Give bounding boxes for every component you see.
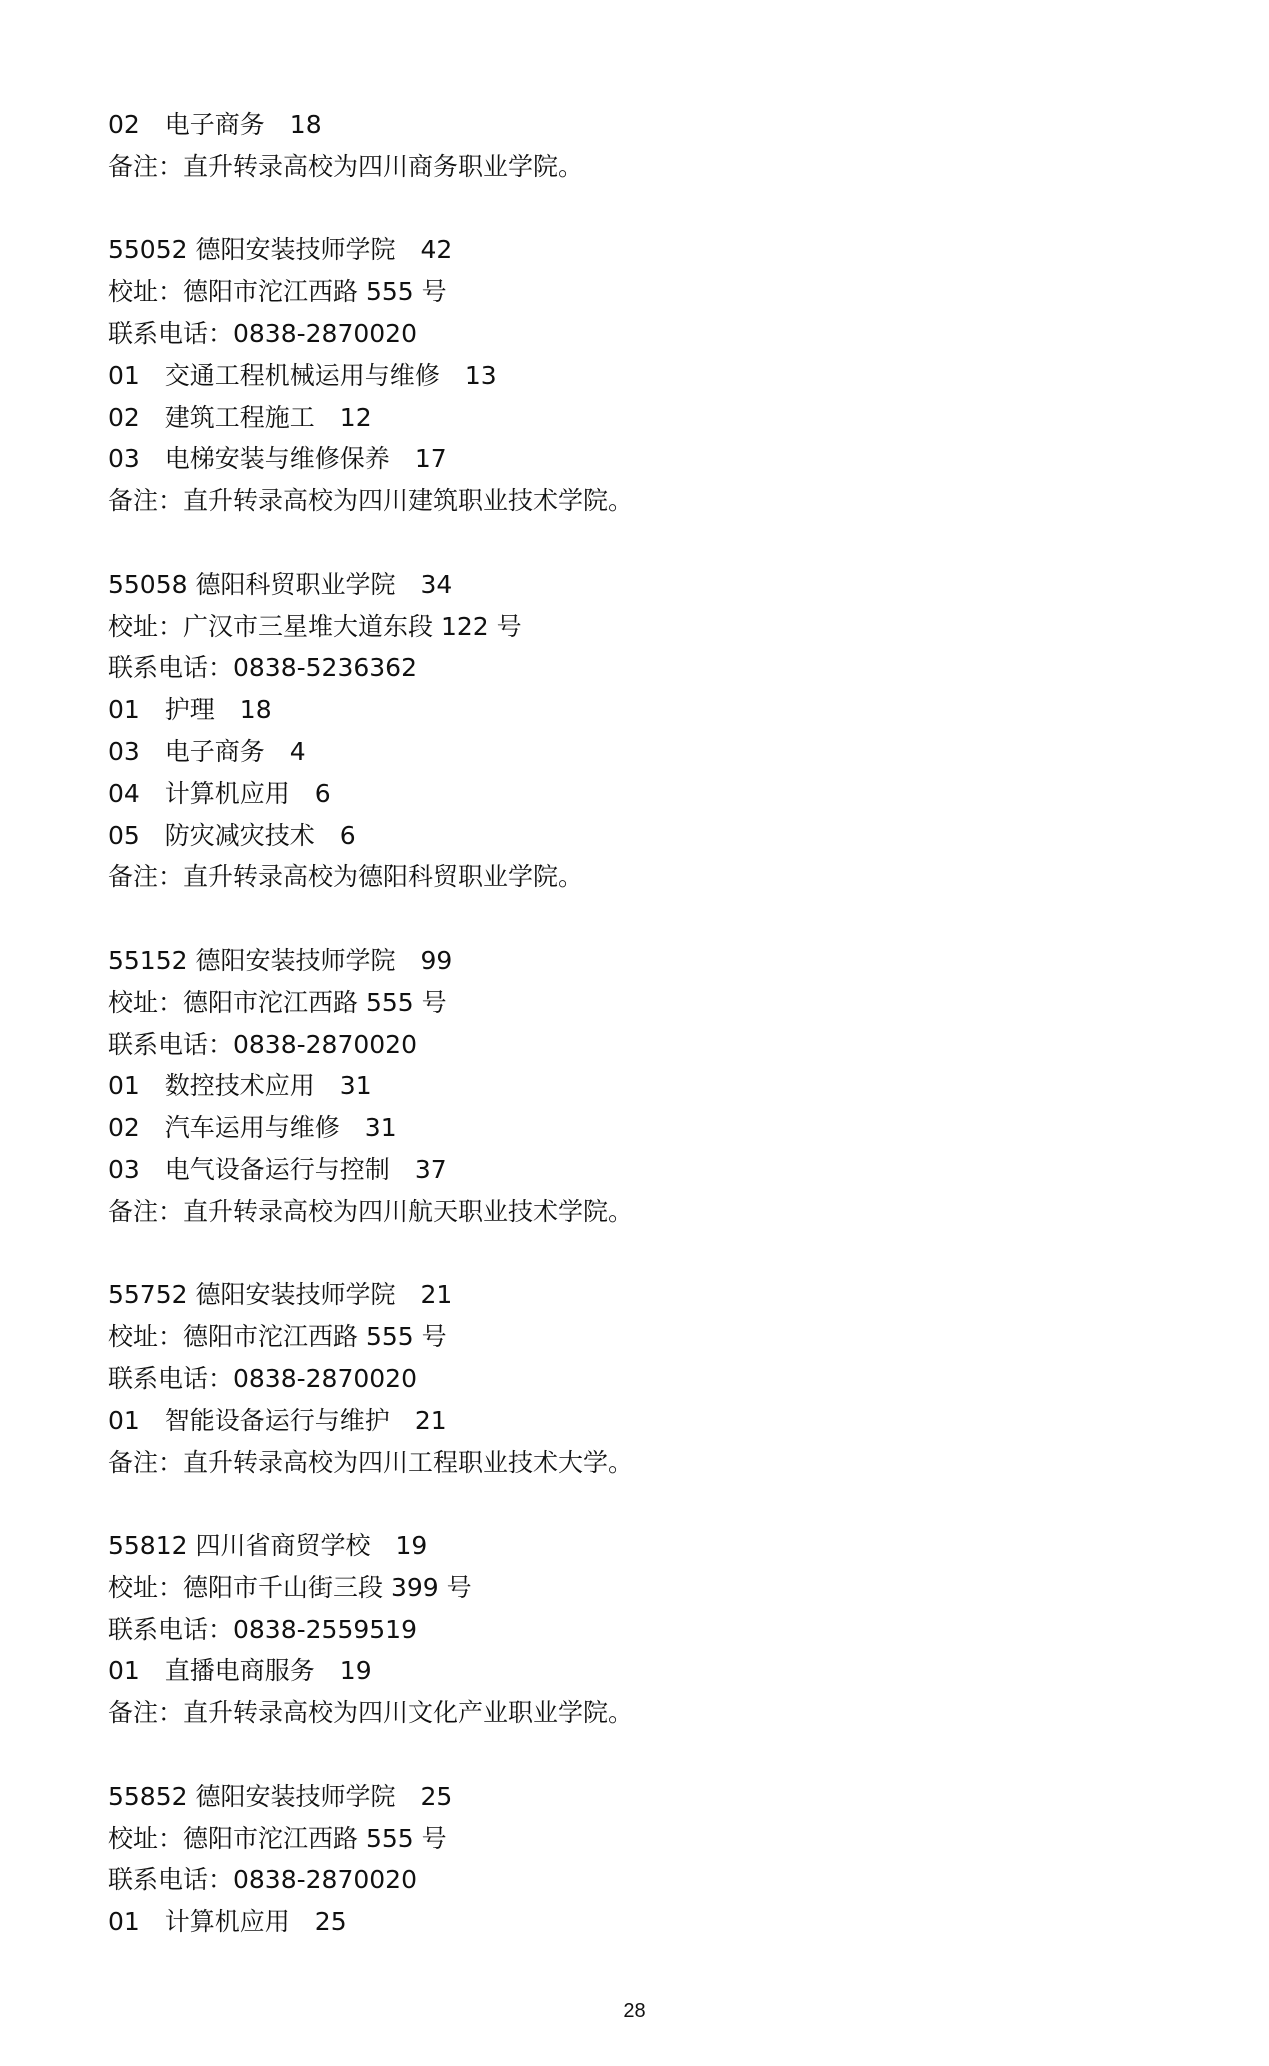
text-line: 02 电子商务 18 bbox=[108, 110, 322, 139]
document-body bbox=[108, 104, 1188, 1943]
text-line: 联系电话：0838-2870020 bbox=[108, 1029, 417, 1059]
text-line: 01 交通工程机械运用与维修 13 bbox=[108, 360, 497, 390]
text-line: 备注：直升转录高校为四川工程职业技术大学。 bbox=[108, 1447, 634, 1477]
blank-line bbox=[108, 1483, 1188, 1525]
text-line: 备注：直升转录高校为四川航天职业技术学院。 bbox=[108, 1196, 634, 1226]
text-line: 55812 四川省商贸学校 19 bbox=[108, 1531, 428, 1561]
text-line: 02 汽车运用与维修 31 bbox=[108, 1113, 397, 1143]
text-line: 04 计算机应用 6 bbox=[108, 778, 331, 808]
blank-line bbox=[108, 898, 1188, 940]
text-line: 01 智能设备运行与维护 21 bbox=[108, 1405, 447, 1435]
text-line: 03 电梯安装与维修保养 17 bbox=[108, 444, 447, 474]
text-line: 55152 德阳安装技师学院 99 bbox=[108, 945, 453, 975]
text-line: 01 直播电商服务 19 bbox=[108, 1656, 372, 1686]
text-line: 校址：德阳市千山街三段 399 号 bbox=[108, 1572, 472, 1602]
text-line: 校址：德阳市沱江西路 555 号 bbox=[108, 1823, 447, 1853]
text-line: 55852 德阳安装技师学院 25 bbox=[108, 1781, 453, 1811]
text-line: 联系电话：0838-5236362 bbox=[108, 653, 417, 683]
text-line: 备注：直升转录高校为德阳科贸职业学院。 bbox=[108, 862, 584, 892]
text-line: 01 计算机应用 25 bbox=[108, 1907, 347, 1937]
blank-line bbox=[108, 522, 1188, 564]
text-line: 03 电气设备运行与控制 37 bbox=[108, 1154, 447, 1184]
text-line: 联系电话：0838-2559519 bbox=[108, 1614, 417, 1644]
text-line: 校址：广汉市三星堆大道东段 122 号 bbox=[108, 611, 522, 641]
text-line: 校址：德阳市沱江西路 555 号 bbox=[108, 1322, 447, 1352]
blank-line bbox=[108, 1734, 1188, 1776]
text-line: 校址：德阳市沱江西路 555 号 bbox=[108, 987, 447, 1017]
text-line: 01 护理 18 bbox=[108, 695, 272, 725]
text-line: 55752 德阳安装技师学院 21 bbox=[108, 1280, 453, 1310]
text-line: 联系电话：0838-2870020 bbox=[108, 1363, 417, 1393]
text-line: 备注：直升转录高校为四川建筑职业技术学院。 bbox=[108, 486, 634, 516]
text-line: 02 建筑工程施工 12 bbox=[108, 402, 372, 432]
text-line: 03 电子商务 4 bbox=[108, 736, 306, 766]
blank-line bbox=[108, 1233, 1188, 1275]
blank-line bbox=[108, 188, 1188, 230]
text-line: 校址：德阳市沱江西路 555 号 bbox=[108, 277, 447, 307]
text-line: 55058 德阳科贸职业学院 34 bbox=[108, 569, 453, 599]
text-line: 备注：直升转录高校为四川文化产业职业学院。 bbox=[108, 1698, 634, 1728]
page-number: 28 bbox=[623, 2000, 646, 2022]
text-line: 01 数控技术应用 31 bbox=[108, 1071, 372, 1101]
text-line: 55052 德阳安装技师学院 42 bbox=[108, 235, 453, 265]
text-line: 备注：直升转录高校为四川商务职业学院。 bbox=[108, 151, 584, 181]
text-line: 联系电话：0838-2870020 bbox=[108, 318, 417, 348]
text-line: 联系电话：0838-2870020 bbox=[108, 1865, 417, 1895]
text-line: 05 防灾减灾技术 6 bbox=[108, 820, 356, 850]
